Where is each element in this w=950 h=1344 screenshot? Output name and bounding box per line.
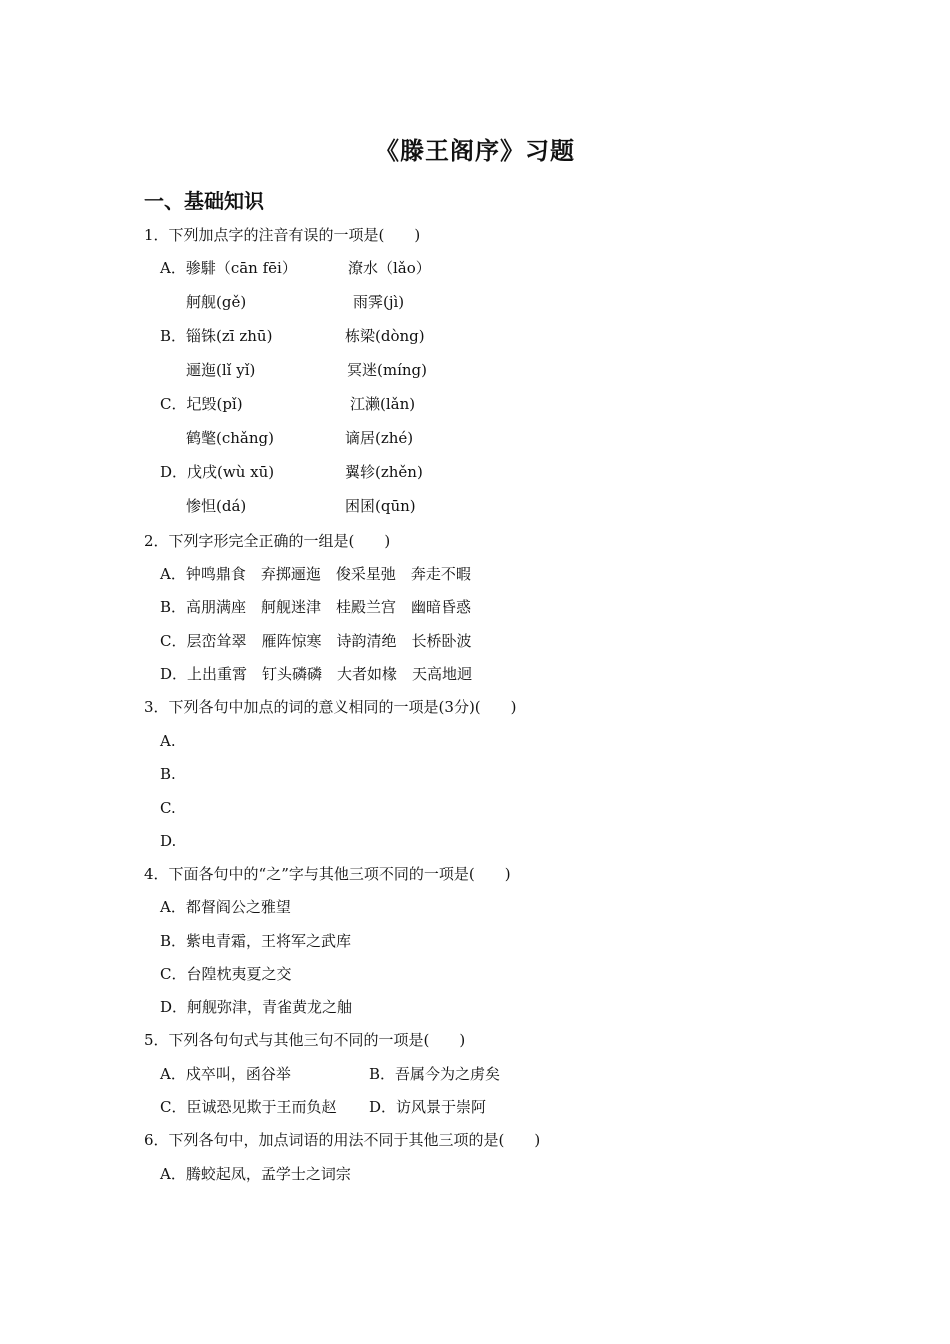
question-6-stem: 6．下列各句中，加点词语的用法不同于其他三项的是( ) [144, 1131, 541, 1149]
q1-option-a-item-3: 舸舰(gě) [186, 293, 247, 311]
q5-option-d: D．访风景于崇阿 [369, 1098, 487, 1116]
q4-option-d: D．舸舰弥津，青雀黄龙之舳 [160, 998, 353, 1016]
q3-option-c: C. [160, 799, 176, 817]
q1-option-b-item-4: 冥迷(míng) [347, 361, 427, 379]
q5-option-b: B．吾属今为之虏矣 [369, 1065, 501, 1083]
q2-option-a: A．钟鸣鼎食 弃掷逦迤 俊采星弛 奔走不暇 [160, 565, 471, 583]
question-4-stem: 4．下面各句中的“之”字与其他三项不同的一项是( ) [144, 865, 511, 883]
q4-option-c: C．台隍枕夷夏之交 [160, 965, 292, 983]
question-2-stem: 2．下列字形完全正确的一组是( ) [144, 532, 391, 550]
q1-option-b-item-1: B．锱铢(zī zhū) [160, 327, 273, 345]
q2-option-b: B．高朋满座 舸舰迷津 桂殿兰宫 幽暗昏惑 [160, 598, 472, 616]
question-5-stem: 5．下列各句句式与其他三句不同的一项是( ) [144, 1031, 466, 1049]
q1-option-d-item-1: D．戊戌(wù xū) [160, 463, 275, 481]
q1-option-a-item-1: A．骖騑（cān fēi） [160, 259, 297, 277]
question-3-stem: 3．下列各句中加点的词的意义相同的一项是(3分)( ) [144, 698, 517, 716]
q1-option-c-item-4: 谪居(zhé) [345, 429, 414, 447]
q1-option-d-item-2: 翼轸(zhěn) [345, 463, 423, 481]
q1-option-d-item-4: 困囷(qūn) [345, 497, 416, 515]
q1-option-a-item-4: 雨霁(jì) [353, 293, 405, 311]
q3-option-d: D. [160, 832, 177, 850]
q5-option-c: C．臣诚恐见欺于王而负赵 [160, 1098, 337, 1116]
q1-option-b-item-2: 栋梁(dòng) [345, 327, 425, 345]
q1-option-a-item-2: 潦水（lǎo） [348, 259, 431, 277]
q5-option-a: A．戍卒叫，函谷举 [160, 1065, 291, 1083]
q6-option-a: A．腾蛟起凤，孟学士之词宗 [160, 1165, 351, 1183]
q1-option-c-item-1: C．圮毁(pǐ) [160, 395, 243, 413]
q4-option-b: B．紫电青霜，王将军之武库 [160, 932, 352, 950]
page-title: 《滕王阁序》习题 [375, 137, 575, 165]
question-1-stem: 1．下列加点字的注音有误的一项是( ) [144, 226, 421, 244]
q1-option-c-item-2: 江濑(lǎn) [350, 395, 416, 413]
q3-option-b: B. [160, 765, 176, 783]
q1-option-c-item-3: 鹤氅(chǎng) [186, 429, 274, 447]
q4-option-a: A．都督阎公之雅望 [160, 898, 291, 916]
q2-option-c: C．层峦耸翠 雁阵惊寒 诗韵清绝 长桥卧波 [160, 632, 472, 650]
q3-option-a: A. [160, 732, 176, 750]
section-heading: 一、基础知识 [144, 189, 264, 213]
q1-option-d-item-3: 惨怛(dá) [186, 497, 247, 515]
q1-option-b-item-3: 逦迤(lǐ yǐ) [186, 361, 256, 379]
q2-option-d: D．上出重霄 钉头磷磷 大者如椽 天高地迥 [160, 665, 473, 683]
